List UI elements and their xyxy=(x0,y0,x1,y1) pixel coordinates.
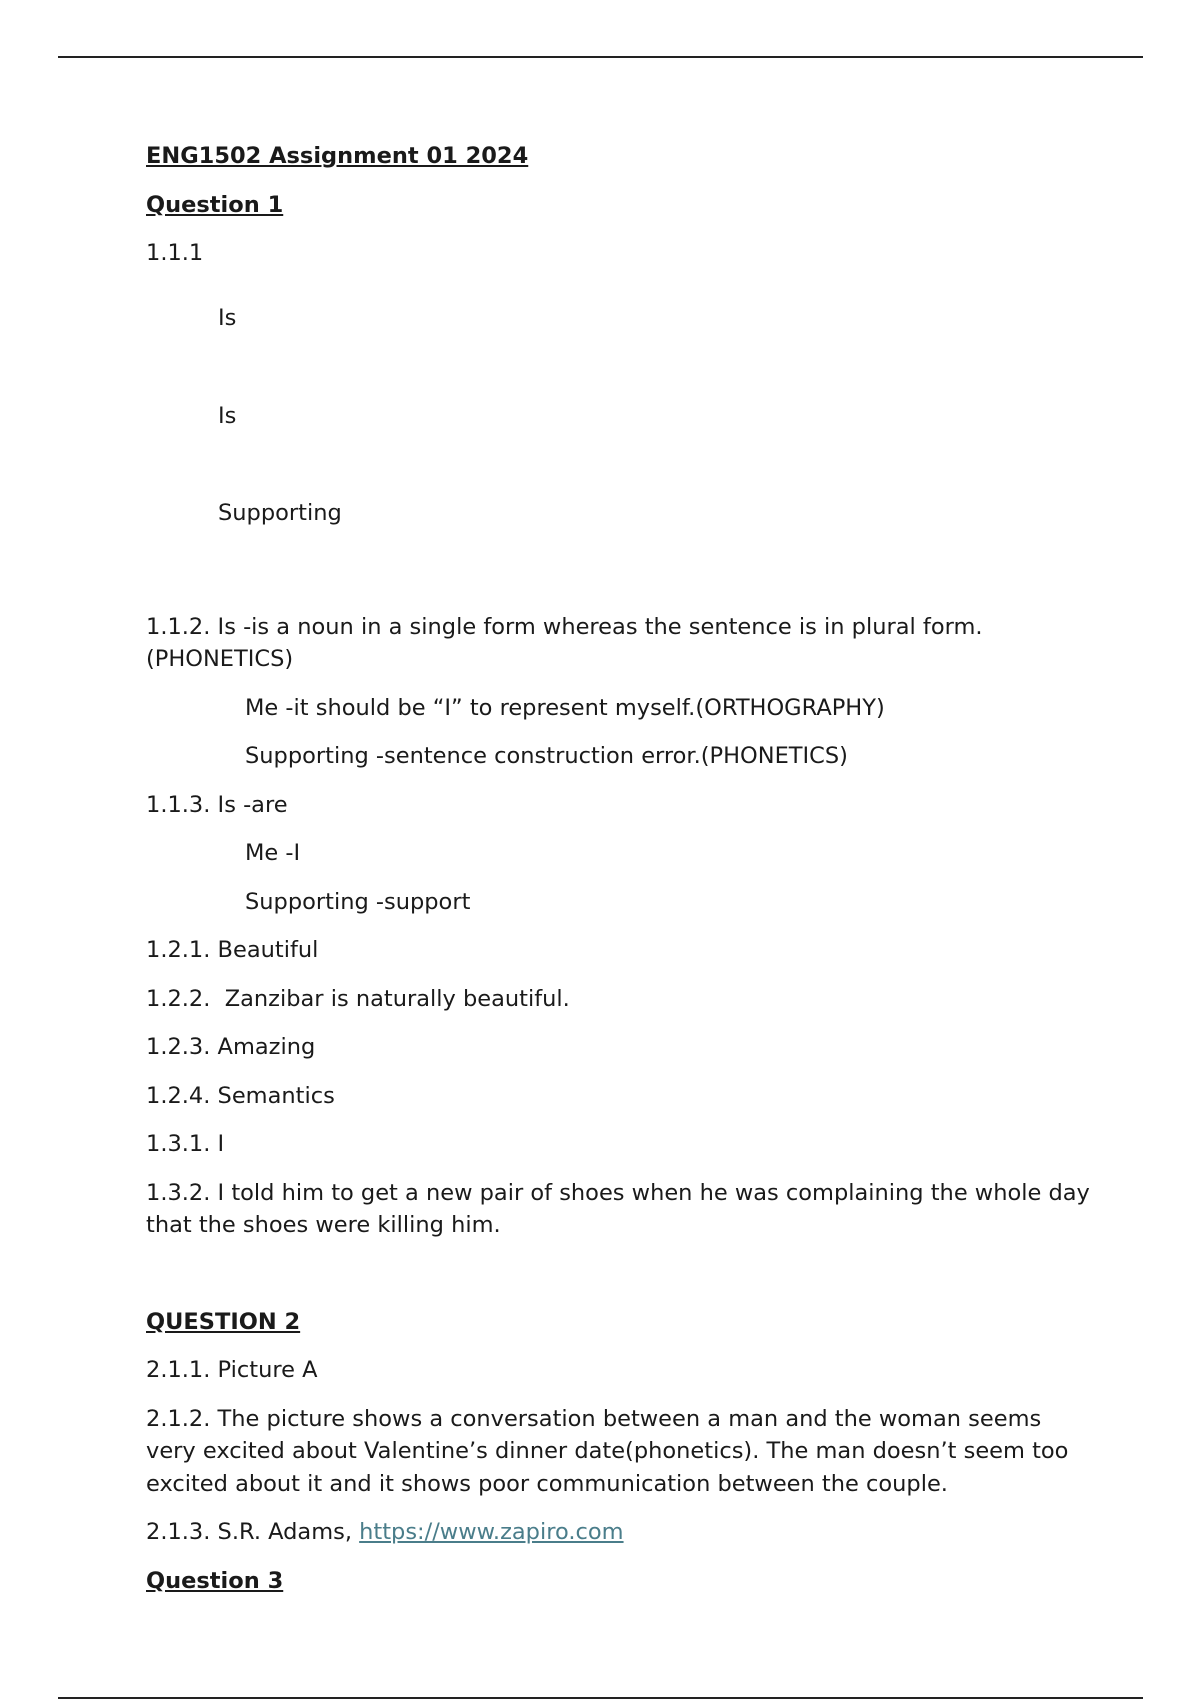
answer-line: Is xyxy=(218,402,237,429)
document-body xyxy=(146,140,1096,1613)
answer-1-1-2: 1.1.2. Is -is a noun in a single form whereas the sentence is in plural form. (PHONETICS) xyxy=(146,613,990,672)
answer-1-2-1: 1.2.1. Beautiful xyxy=(146,937,319,963)
answer-2-1-1: 2.1.1. Picture A xyxy=(146,1357,318,1383)
question-3-heading: Question 3 xyxy=(146,1567,284,1594)
question-1-heading: Question 1 xyxy=(146,191,284,218)
question-2-heading: QUESTION 2 xyxy=(146,1308,301,1335)
answer-line: Is xyxy=(218,305,237,331)
answer-1-1-3-sub: Me -I xyxy=(245,840,301,866)
section-spacer xyxy=(146,1258,1096,1306)
answer-number: 1.1.1 xyxy=(146,240,204,266)
zapiro-link[interactable]: https://www.zapiro.com xyxy=(359,1519,624,1545)
answer-1-3-1: 1.3.1. I xyxy=(146,1131,225,1157)
answer-1-1-1 xyxy=(146,237,1096,595)
footer-rule xyxy=(58,1697,1143,1699)
answer-1-1-2-sub: Supporting -sentence construction error.(PHONETICS) xyxy=(245,743,848,769)
document-title: ENG1502 Assignment 01 2024 xyxy=(146,143,529,169)
answer-1-3-2: 1.3.2. I told him to get a new pair of shoes when he was complaining the whole day that the shoes were killing him. xyxy=(146,1179,1098,1238)
answer-1-1-2-sub: Me -it should be “I” to represent myself.(ORTHOGRAPHY) xyxy=(245,694,885,721)
header-rule xyxy=(58,56,1143,58)
answer-1-1-3-sub: Supporting -support xyxy=(245,888,471,915)
answer-1-1-3: 1.1.3. Is -are xyxy=(146,791,288,818)
answer-lines xyxy=(218,237,342,595)
answer-1-2-2: 1.2.2. Zanzibar is naturally beautiful. xyxy=(146,985,570,1012)
answer-1-2-3: 1.2.3. Amazing xyxy=(146,1034,316,1060)
answer-2-1-3-prefix: 2.1.3. S.R. Adams, xyxy=(146,1519,360,1545)
answer-1-2-4: 1.2.4. Semantics xyxy=(146,1082,335,1109)
answer-2-1-2: 2.1.2. The picture shows a conversation between a man and the woman seems very excited about Valentine’s dinner date(phonetics). The man doesn’t seem too excited about it and it shows poor communication between the couple. xyxy=(146,1405,1076,1497)
answer-2-1-3 xyxy=(146,1516,1096,1549)
answer-line: Supporting xyxy=(218,500,342,526)
